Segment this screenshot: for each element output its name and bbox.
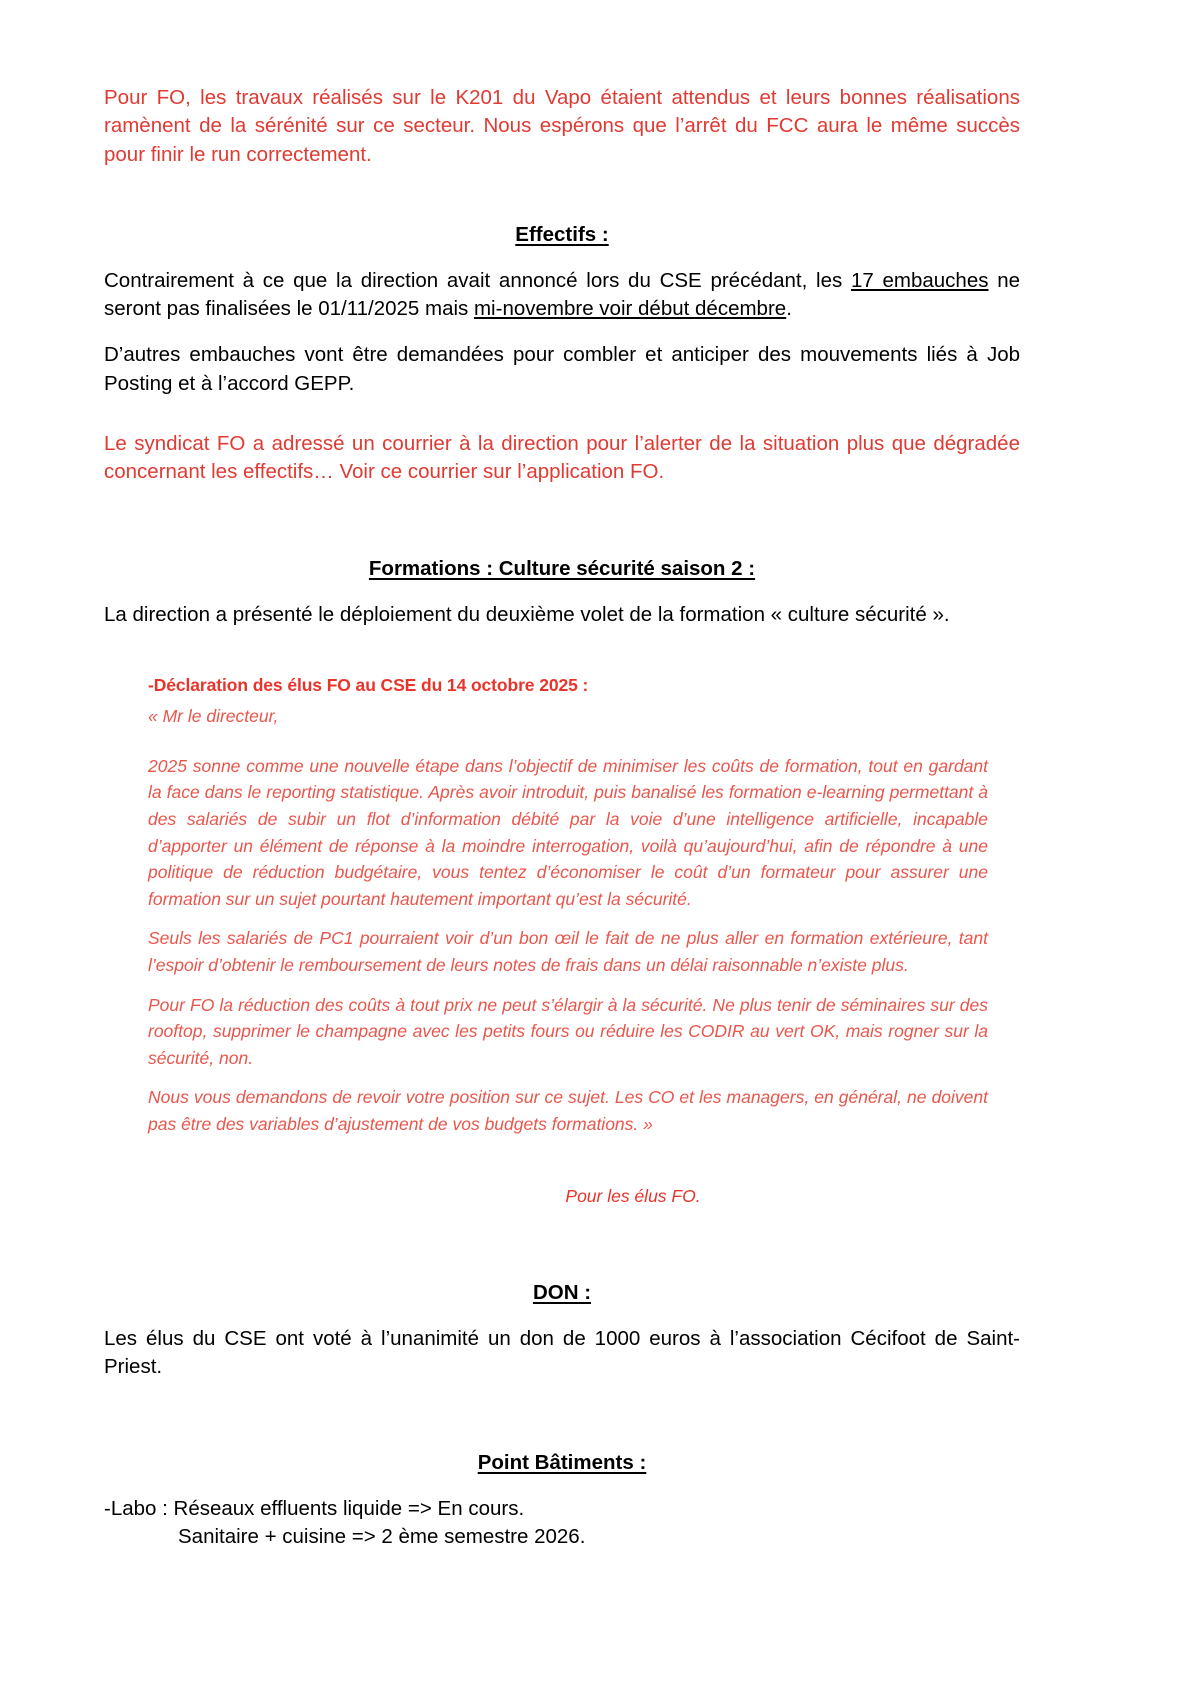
effectifs-fo-comment: Le syndicat FO a adressé un courrier à la direction pour l’alerter de la situation plus que dégradée concernant les effectifs… Voir ce courrier sur l’application FO. bbox=[104, 431, 1020, 484]
effectifs-paragraph-1 bbox=[104, 267, 1020, 324]
spacer bbox=[104, 1399, 1020, 1429]
spacer bbox=[104, 1207, 1020, 1259]
batiments-line-labo: -Labo : Réseaux effluents liquide => En cours. bbox=[104, 1497, 525, 1521]
section-heading-effectifs-text: Effectifs : bbox=[515, 222, 609, 246]
declaration-paragraph-4: Nous vous demandons de revoir votre position sur ce sujet. Les CO et les managers, en général, ne doivent pas être des variables d’ajustement de vos budgets formations. » bbox=[148, 1087, 988, 1134]
declaration-salutation: « Mr le directeur, bbox=[148, 705, 279, 726]
section-heading-point-batiments bbox=[104, 1451, 1020, 1475]
section-heading-effectifs bbox=[104, 223, 1020, 247]
batiments-line-sanitaire: Sanitaire + cuisine => 2 ème semestre 2026. bbox=[178, 1525, 586, 1549]
spacer bbox=[104, 416, 1020, 430]
effectifs-paragraph-2: D’autres embauches vont être demandées pour combler et anticiper des mouvements liés à Job Posting et à l’accord GEPP. bbox=[104, 343, 1020, 395]
declaration-paragraph-2: Seuls les salariés de PC1 pourraient voir d’un bon œil le fait de ne plus aller en formation extérieure, tant l’espoir d’obtenir le remboursement de leurs notes de frais dans un délai raisonnable n’existe plus. bbox=[148, 928, 988, 975]
section-heading-formations bbox=[104, 557, 1020, 581]
spacer bbox=[104, 505, 1020, 535]
declaration-paragraph-3: Pour FO la réduction des coûts à tout prix ne peut s’élargir à la sécurité. Ne plus tenir de séminaires sur des rooftop, supprimer le champagne avec les petits fours ou réduire les CODIR au vert OK, mais rogner sur la sécurité, non. bbox=[148, 994, 988, 1068]
effectifs-p1-run-2: ne seront pas finalisées le 01/11/2025 mais bbox=[104, 268, 1021, 321]
declaration-block bbox=[148, 675, 988, 1207]
declaration-signature: Pour les élus FO. bbox=[565, 1185, 701, 1206]
effectifs-p1-run-1: Contrairement à ce que la direction avait annoncé lors du CSE précédant, les bbox=[104, 268, 851, 292]
declaration-title: -Déclaration des élus FO au CSE du 14 octobre 2025 : bbox=[148, 674, 589, 695]
section-heading-don bbox=[104, 1281, 1020, 1305]
formations-paragraph-1: La direction a présenté le déploiement du deuxième volet de la formation « culture sécurité ». bbox=[104, 602, 950, 626]
don-paragraph-1: Les élus du CSE ont voté à l’unanimité un don de 1000 euros à l’association Cécifoot de Saint-Priest. bbox=[104, 1326, 1020, 1378]
spacer bbox=[104, 187, 1020, 201]
declaration-paragraph-1: 2025 sonne comme une nouvelle étape dans l’objectif de minimiser les coûts de formation, tout en gardant la face dans le reporting statistique. Après avoir introduit, puis banalisé les formation e-learning permettant à des salariés de subir un flot d’information débité par la voie d’une intelligence artificielle, incapable d’apporter un élément de réponse à la moindre interrogation, voilà qu’aujourd’hui, afin de répondre à une politique de réduction budgétaire, vous tentez d’économiser le coût d’un formateur pour assurer une formation sur un sujet pourtant hautement important qu’est la sécurité. bbox=[148, 755, 988, 909]
section-heading-point-batiments-text: Point Bâtiments : bbox=[477, 1451, 647, 1475]
effectifs-p1-underline-embauches: 17 embauches bbox=[850, 268, 989, 292]
section-heading-don-text: DON : bbox=[532, 1280, 592, 1304]
intro-fo-comment: Pour FO, les travaux réalisés sur le K201 du Vapo étaient attendus et leurs bonnes réalisations ramènent de la sérénité sur ce secteur. Nous espérons que l’arrêt du FCC aura le même succès pour finir le run correctement. bbox=[104, 86, 1020, 166]
section-heading-formations-text: Formations : Culture sécurité saison 2 : bbox=[368, 556, 756, 580]
document-content bbox=[104, 84, 1020, 1552]
effectifs-p1-run-3: . bbox=[786, 297, 792, 321]
effectifs-p1-underline-date: mi-novembre voir début décembre bbox=[473, 297, 787, 321]
